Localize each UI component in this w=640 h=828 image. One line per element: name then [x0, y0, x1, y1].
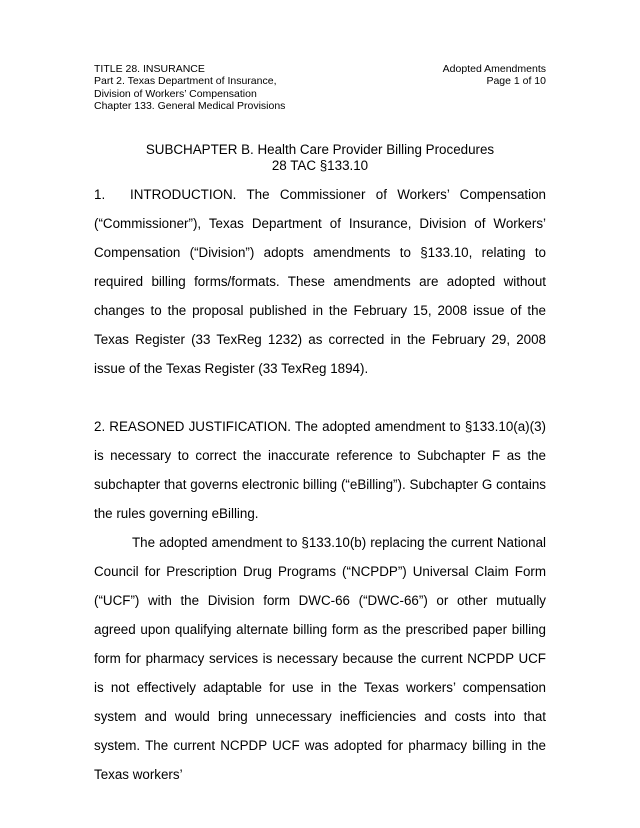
subchapter-title: SUBCHAPTER B. Health Care Provider Billing Procedures	[145, 142, 495, 157]
header-left	[94, 63, 285, 113]
document-body	[94, 180, 546, 789]
header-title-line: TITLE 28. INSURANCE	[94, 63, 205, 75]
introduction-text: INTRODUCTION. The Commissioner of Workers’ Compensation (“Commissioner”), Texas Department of Insurance, Division of Workers’ Compensation (“Division”) adopts amendments to §133.10, relating to required billing forms/formats. These amendments are adopted without changes to the proposal published in the February 15, 2008 issue of the Texas Register (33 TexReg 1232) as corrected in the February 29, 2008 issue of the Texas Register (33 TexReg 1894).	[94, 187, 546, 376]
header-right	[443, 63, 546, 88]
justification-paragraph: 2. REASONED JUSTIFICATION. The adopted amendment to §133.10(a)(3) is necessary to correct the inaccurate reference to Subchapter F as the subchapter that governs electronic billing (“eBilling”). Subchapter G contains the rules governing eBilling.	[94, 419, 546, 521]
header-part-line: Part 2. Texas Department of Insurance,	[94, 75, 277, 88]
header-division-line: Division of Workers’ Compensation	[94, 87, 257, 100]
rule-citation: 28 TAC §133.10	[271, 157, 369, 173]
introduction-paragraph	[94, 180, 546, 383]
justification-continued-paragraph: The adopted amendment to §133.10(b) replacing the current National Council for Prescription Drug Programs (“NCPDP”) Universal Claim Form (“UCF”) with the Division form DWC-66 (“DWC-66”) or other mutually agreed upon qualifying alternate billing form as the prescribed paper billing form for pharmacy services is necessary because the current NCPDP UCF is not effectively adaptable for use in the Texas workers’ compensation system and would bring unnecessary inefficiencies and costs into that system. The current NCPDP UCF was adopted for pharmacy billing in the Texas workers’	[94, 535, 546, 782]
page-number: Page 1 of 10	[486, 75, 546, 88]
header-chapter-line: Chapter 133. General Medical Provisions	[94, 100, 286, 113]
header-doc-type: Adopted Amendments	[442, 63, 546, 75]
section-number: 1.	[94, 187, 106, 202]
document-title	[94, 142, 546, 173]
